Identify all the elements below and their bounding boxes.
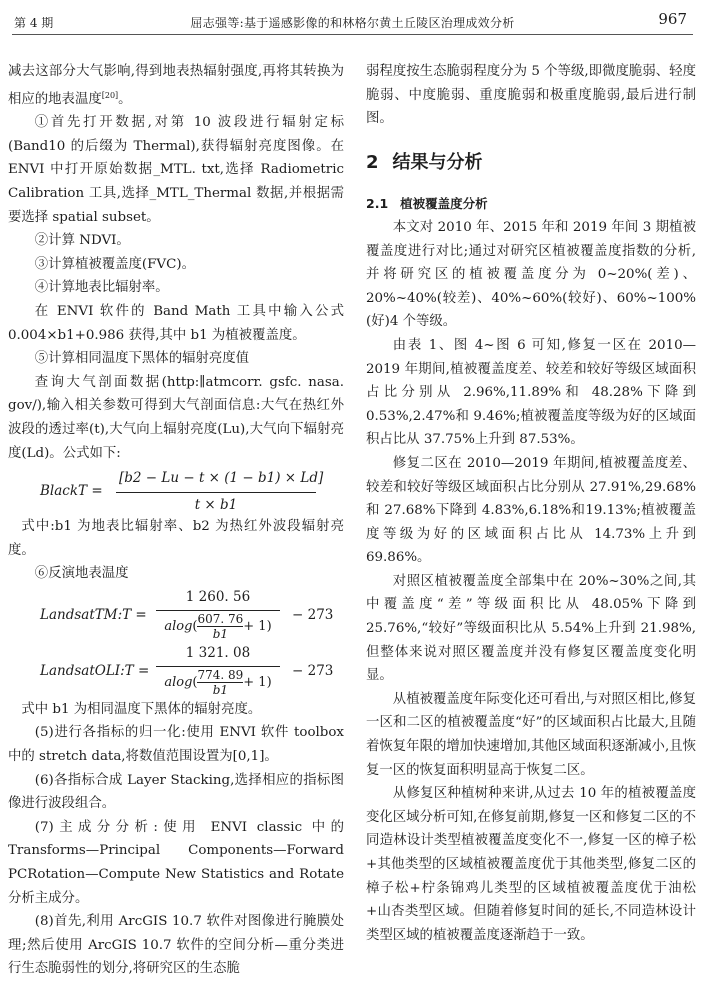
paragraph: 弱程度按生态脆弱程度分为 5 个等级,即微度脆弱、轻度脆弱、中度脆弱、重度脆弱和极重度脆弱,最后进行制图。 bbox=[366, 64, 696, 127]
paragraph: 减去这部分大气影响,得到地表热辐射强度,再将其转换为相应的地表温度[20]。 bbox=[8, 64, 344, 107]
paragraph: (5)进行各指标的归一化:使用 ENVI 软件 toolbox 中的 stretch data,将数值范围设置为[0,1]。 bbox=[8, 725, 344, 765]
formula-blackbody bbox=[8, 465, 344, 515]
section-number: 2 bbox=[366, 151, 379, 173]
paragraph: ③计算植被覆盖度(FVC)。 bbox=[34, 256, 195, 272]
page-number: 967 bbox=[658, 10, 687, 28]
formula-landsat-oli bbox=[8, 642, 344, 698]
paragraph: ⑤计算相同温度下黑体的辐射亮度值 bbox=[34, 351, 250, 367]
formula-denominator: alog( $\frac{607. 76}{b1}$ + 1) bbox=[164, 612, 272, 642]
paragraph: 本文对 2010 年、2015 年和 2019 年间 3 期植被覆盖度进行对比;通过对研究区植被覆盖度指数的分析,并将研究区的植被覆盖度分为 0~20%(差)、20%~40%(较差)、40%~60%(较好)、60%~100%(好)4 个等级。 bbox=[366, 219, 696, 330]
section-heading bbox=[366, 151, 696, 175]
paragraph: 式中:b1 为地表比辐射率、b2 为热红外波段辐射亮度。 bbox=[8, 519, 344, 558]
paragraph: 从修复区种植树种来讲,从过去 10 年的植被覆盖度变化区域分析可知,在修复前期,修复一区和修复二区的不同造林设计类型植被覆盖度变化不一,修复一区的樟子松+其他类型的区域植被覆盖度优于其他类型,修复二区的樟子松+柠条锦鸡儿类型的区域植被覆盖度优于油松+山杏类型区域。但随着修复时间的延长,不同造林设计类型区域的植被覆盖度逐渐趋于一致。 bbox=[366, 786, 696, 943]
paragraph: ②计算 NDVI。 bbox=[34, 233, 130, 249]
paragraph: 式中 b1 为相同温度下黑体的辐射亮度。 bbox=[21, 701, 262, 717]
paragraph: ①首先打开数据,对第 10 波段进行辐射定标(Band10 的后缀为 Thermal),获得辐射亮度图像。在 ENVI 中打开原始数据_MTL. txt,选择 Radiometric Calibration 工具,选择_MTL_Thermal 数据,并根据需要选择 spatial subset。 bbox=[8, 115, 344, 225]
paragraph: 从植被覆盖度年际变化还可看出,与对照区相比,修复一区和二区的植被覆盖度“好”的区域面积占比最大,且随着恢复年限的增加快速增加,其他区域面积逐渐减小,且恢复一区的恢复面积明显高于恢复二区。 bbox=[366, 691, 696, 778]
paragraph: (7)主成分分析:使用 ENVI classic 中的 Transforms—Principal Components—Forward PCRotation—Compute New Statistics and Rotate 分析主成分。 bbox=[8, 819, 344, 906]
right-column bbox=[366, 60, 696, 947]
formula-lhs: LandsatOLI:T = bbox=[40, 662, 150, 679]
left-column bbox=[8, 60, 344, 981]
formula-lhs: LandsatTM:T = bbox=[40, 606, 147, 623]
paragraph: (6)各指标合成 Layer Stacking,选择相应的指标图像进行波段组合。 bbox=[8, 772, 344, 812]
formula-denominator: t × b1 bbox=[194, 496, 238, 513]
formula-numerator: 1 260. 56 bbox=[156, 586, 280, 612]
paragraph: 修复二区在 2010—2019 年期间,植被覆盖度差、较差和较好等级区域面积占比分别从 27.91%,29.68%和 27.68%下降到 4.83%,6.18%和19.13%;植被覆盖度等级为好的区域面积占比从 14.73%上升到 69.86%。 bbox=[366, 455, 696, 566]
paragraph: ④计算地表比辐射率。 bbox=[34, 280, 169, 296]
running-header bbox=[12, 8, 693, 35]
paragraph: 查询大气剖面数据(http:∥atmcorr. gsfc. nasa. gov/),输入相关参数可得到大气剖面信息:大气在热红外波段的透过率(t),大气向上辐射亮度(Lu),大气向下辐射亮度(Ld)。公式如下: bbox=[8, 374, 344, 461]
paragraph: 在 ENVI 软件的 Band Math 工具中输入公式 0.004×b1+0.986 获得,其中 b1 为植被覆盖度。 bbox=[8, 303, 344, 343]
paragraph: 由表 1、图 4~图 6 可知,修复一区在 2010—2019 年期间,植被覆盖度差、较差和较好等级区域面积占比分别从 2.96%,11.89%和 48.28%下降到 0.53%,2.47%和 9.46%;植被覆盖度等级为好的区域面积占比从 37.75%上升到 87.53%。 bbox=[366, 337, 696, 448]
paragraph: (8)首先,利用 ArcGIS 10.7 软件对图像进行腌膜处理;然后使用 ArcGIS 10.7 软件的空间分析—重分类进行生态脆弱性的划分,将研究区的生态脆 bbox=[8, 914, 344, 977]
paragraph: 对照区植被覆盖度全部集中在 20%~30%之间,其中覆盖度“差”等级面积比从 48.05%下降到 25.76%,“较好”等级面积比从 5.54%上升到 21.98%,但整体来说对照区覆盖度并没有修复区覆盖度变化明显。 bbox=[366, 573, 696, 684]
formula-constant: − 273 bbox=[292, 606, 334, 623]
section-title: 结果与分析 bbox=[392, 151, 483, 173]
formula-landsat-tm bbox=[8, 586, 344, 642]
formula-constant: − 273 bbox=[292, 662, 334, 679]
paragraph: ⑥反演地表温度 bbox=[34, 566, 129, 582]
subsection-number: 2.1 bbox=[366, 196, 389, 212]
subsection-title: 植被覆盖度分析 bbox=[400, 196, 488, 212]
formula-numerator: 1 321. 08 bbox=[156, 642, 280, 668]
subsection-heading bbox=[366, 192, 696, 216]
citation: [20] bbox=[101, 90, 119, 100]
issue-label: 第 4 期 bbox=[14, 16, 54, 30]
formula-denominator: alog( $\frac{774. 89}{b1}$ + 1) bbox=[164, 668, 272, 698]
running-title: 屈志强等:基于遥感影像的和林格尔黄土丘陵区治理成效分析 bbox=[190, 16, 515, 30]
formula-numerator: [b2 − Lu − t × (1 − b1) × Ld] bbox=[116, 467, 316, 493]
formula-lhs: BlackT = bbox=[40, 483, 103, 500]
